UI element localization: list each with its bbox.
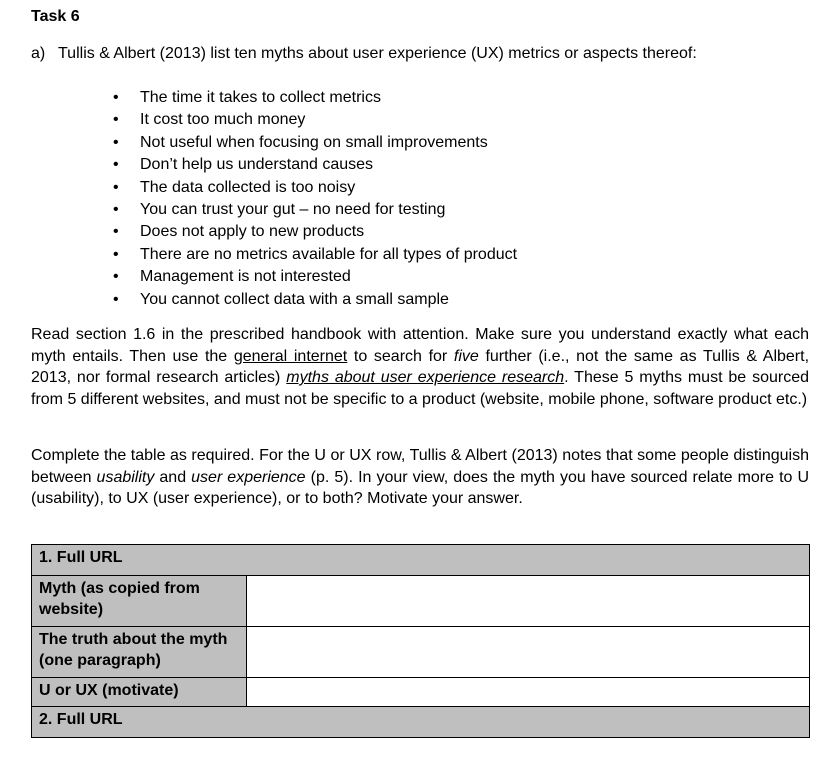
bullet-icon: • (113, 133, 119, 151)
list-item (110, 266, 517, 288)
bullet-icon: • (113, 111, 119, 129)
u-ux-answer-cell[interactable] (247, 678, 810, 707)
myth-text: Not useful when focusing on small improvements (140, 133, 488, 151)
list-item (110, 109, 517, 131)
table-instructions-paragraph (31, 445, 809, 510)
question-letter: a) (31, 45, 46, 62)
bullet-icon: • (113, 156, 119, 174)
myth-text: Don’t help us understand causes (140, 156, 374, 174)
table-row (32, 627, 810, 678)
myths-research-emphasis: myths about user experience research (286, 369, 565, 386)
paragraph-text: . These 5 myths must be sourced from 5 different websites, and must not be specific to a product (website, mobile phone, software product etc.) (31, 369, 809, 408)
myth-answer-cell[interactable] (247, 576, 810, 627)
paragraph-text: further (i.e., not the same as Tullis & Albert, 2013, nor formal research articles) (31, 347, 810, 386)
list-item (110, 132, 517, 154)
truth-label: The truth about the myth (one paragraph) (32, 627, 247, 678)
usability-emphasis: usability (96, 468, 155, 486)
bullet-icon: • (113, 89, 119, 106)
myth-table (31, 544, 810, 738)
bullet-icon: • (113, 223, 119, 241)
myth-label: Myth (as copied from website) (32, 576, 247, 627)
five-emphasis: five (453, 347, 479, 365)
list-item (110, 221, 517, 243)
myth-text: It cost too much money (140, 111, 306, 129)
table-row (32, 678, 810, 707)
table-row (32, 707, 810, 738)
myth-text: There are no metrics available for all types of product (140, 245, 518, 263)
bullet-icon: • (113, 268, 119, 286)
paragraph-text: to search for (347, 347, 454, 365)
list-item (110, 154, 517, 176)
list-item (110, 244, 517, 266)
paragraph-text: (p. 5). In your view, does the myth you have sourced relate more to U (usability), to UX (user experience), or to both? Motivate your answer. (31, 468, 810, 507)
url-cell-1: 1. Full URL (32, 545, 810, 576)
list-item (110, 289, 517, 311)
bullet-icon: • (113, 178, 119, 196)
url-cell-2: 2. Full URL (32, 707, 810, 738)
question-text: Tullis & Albert (2013) list ten myths about user experience (UX) metrics or aspects thereof: (58, 45, 697, 62)
list-item (110, 177, 517, 199)
question-intro (31, 45, 811, 63)
list-item (110, 87, 517, 109)
bullet-icon: • (113, 200, 119, 218)
bullet-icon: • (113, 245, 119, 263)
table-row (32, 545, 810, 576)
u-ux-label: U or UX (motivate) (32, 678, 247, 707)
paragraph-text: Read section 1.6 in the prescribed handbook with attention. Make sure you understand exactly what each myth entails. Then use the (31, 326, 809, 365)
table-row (32, 576, 810, 627)
paragraph-text: and (154, 468, 192, 486)
myth-text: Management is not interested (140, 268, 351, 286)
bullet-icon: • (113, 290, 119, 308)
instructions-paragraph (31, 324, 809, 410)
paragraph-text: Complete the table as required. For the U or UX row, Tullis & Albert (2013) notes that some people distinguish between (31, 447, 809, 486)
task-title: Task 6 (31, 8, 80, 25)
myth-text: Does not apply to new products (140, 223, 365, 241)
myth-text: The data collected is too noisy (140, 178, 356, 196)
list-item (110, 199, 517, 221)
myth-text: You can trust your gut – no need for testing (140, 200, 446, 218)
user-experience-emphasis: user experience (191, 468, 306, 486)
general-internet-text: general internet (233, 347, 348, 365)
truth-answer-cell[interactable] (247, 627, 810, 678)
myth-text: You cannot collect data with a small sample (140, 290, 449, 308)
myth-list (110, 87, 517, 311)
myth-text: The time it takes to collect metrics (140, 89, 381, 106)
